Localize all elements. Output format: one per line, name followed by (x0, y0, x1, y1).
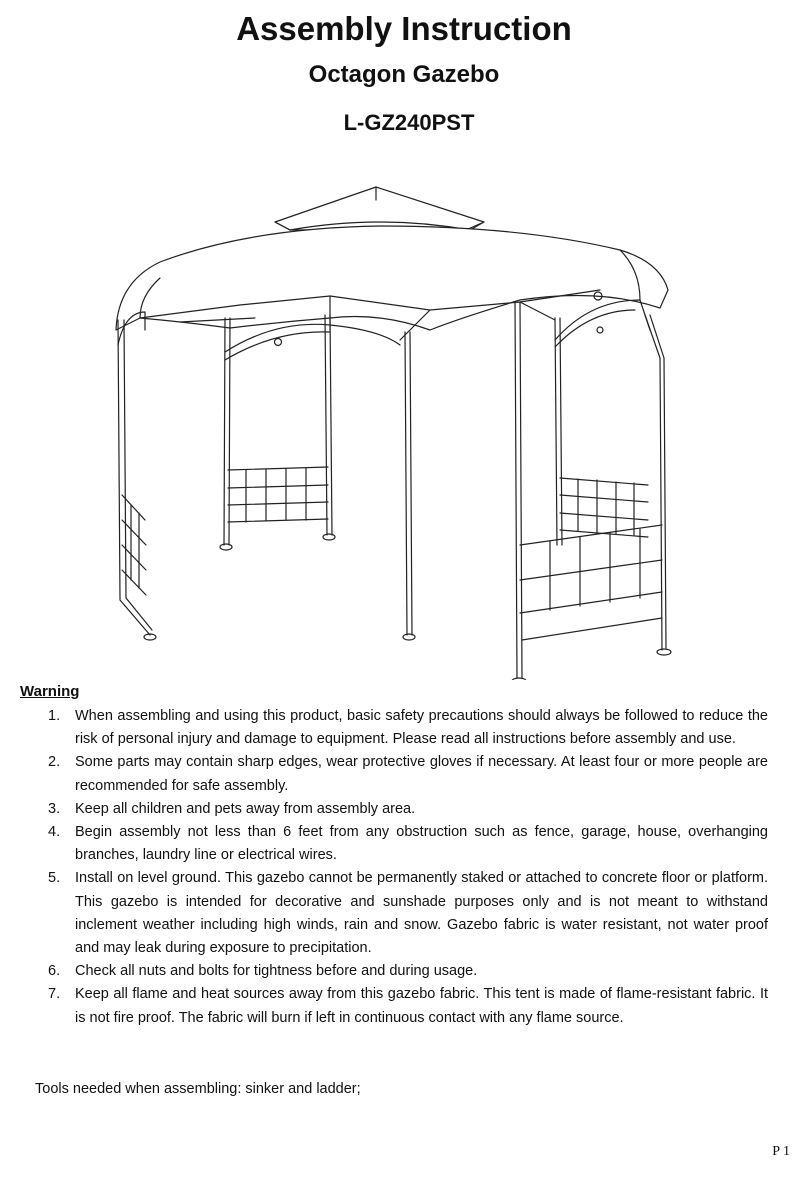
document-title: Assembly Instruction (236, 10, 572, 47)
list-text: Check all nuts and bolts for tightness before and during usage. (75, 963, 478, 980)
list-text: Some parts may contain sharp edges, wear protective gloves if necessary. At least four or more people are recommended for safe assembly. (75, 754, 768, 794)
list-item (40, 960, 768, 983)
list-number: 5. (48, 870, 61, 887)
gazebo-line-drawing-icon (100, 180, 680, 680)
warning-list (40, 705, 768, 1030)
list-text: Begin assembly not less than 6 feet from any obstruction such as fence, garage, house, overhanging branches, laundry line or electrical wires. (75, 824, 768, 864)
list-text: Keep all children and pets away from assembly area. (75, 800, 416, 817)
list-number: 3. (48, 800, 61, 817)
list-item (40, 983, 768, 1029)
list-item (40, 798, 768, 821)
list-number: 1. (48, 708, 61, 724)
list-item (40, 705, 768, 751)
list-text: When assembling and using this product, basic safety precautions should always be followed to reduce the risk of personal injury and damage to equipment. Please read all instructions before assembly and use. (75, 708, 768, 748)
list-text: Install on level ground. This gazebo cannot be permanently staked or attached to concrete floor or platform. This gazebo is intended for decorative and sunshade purposes only and is not meant to withstand inclement weather including high winds, rain and snow. Gazebo fabric is water resistant, not water proof and may leak during exposure to precipitation. (75, 870, 768, 957)
list-number: 6. (48, 963, 61, 980)
tools-note: Tools needed when assembling: sinker and ladder; (35, 1081, 361, 1097)
product-name: Octagon Gazebo (308, 61, 500, 88)
model-number: L-GZ240PST (343, 110, 475, 135)
list-item (40, 867, 768, 960)
list-number: 7. (48, 986, 61, 1003)
list-number: 4. (48, 824, 61, 841)
list-item (40, 751, 768, 797)
page-number: P 1 (772, 1144, 790, 1159)
list-item (40, 821, 768, 867)
list-text: Keep all flame and heat sources away from this gazebo fabric. This tent is made of flame-resistant fabric. It is not fire proof. The fabric will burn if left in continuous contact with any flame source. (75, 986, 768, 1026)
warning-heading: Warning (20, 683, 80, 700)
list-number: 2. (48, 754, 61, 771)
